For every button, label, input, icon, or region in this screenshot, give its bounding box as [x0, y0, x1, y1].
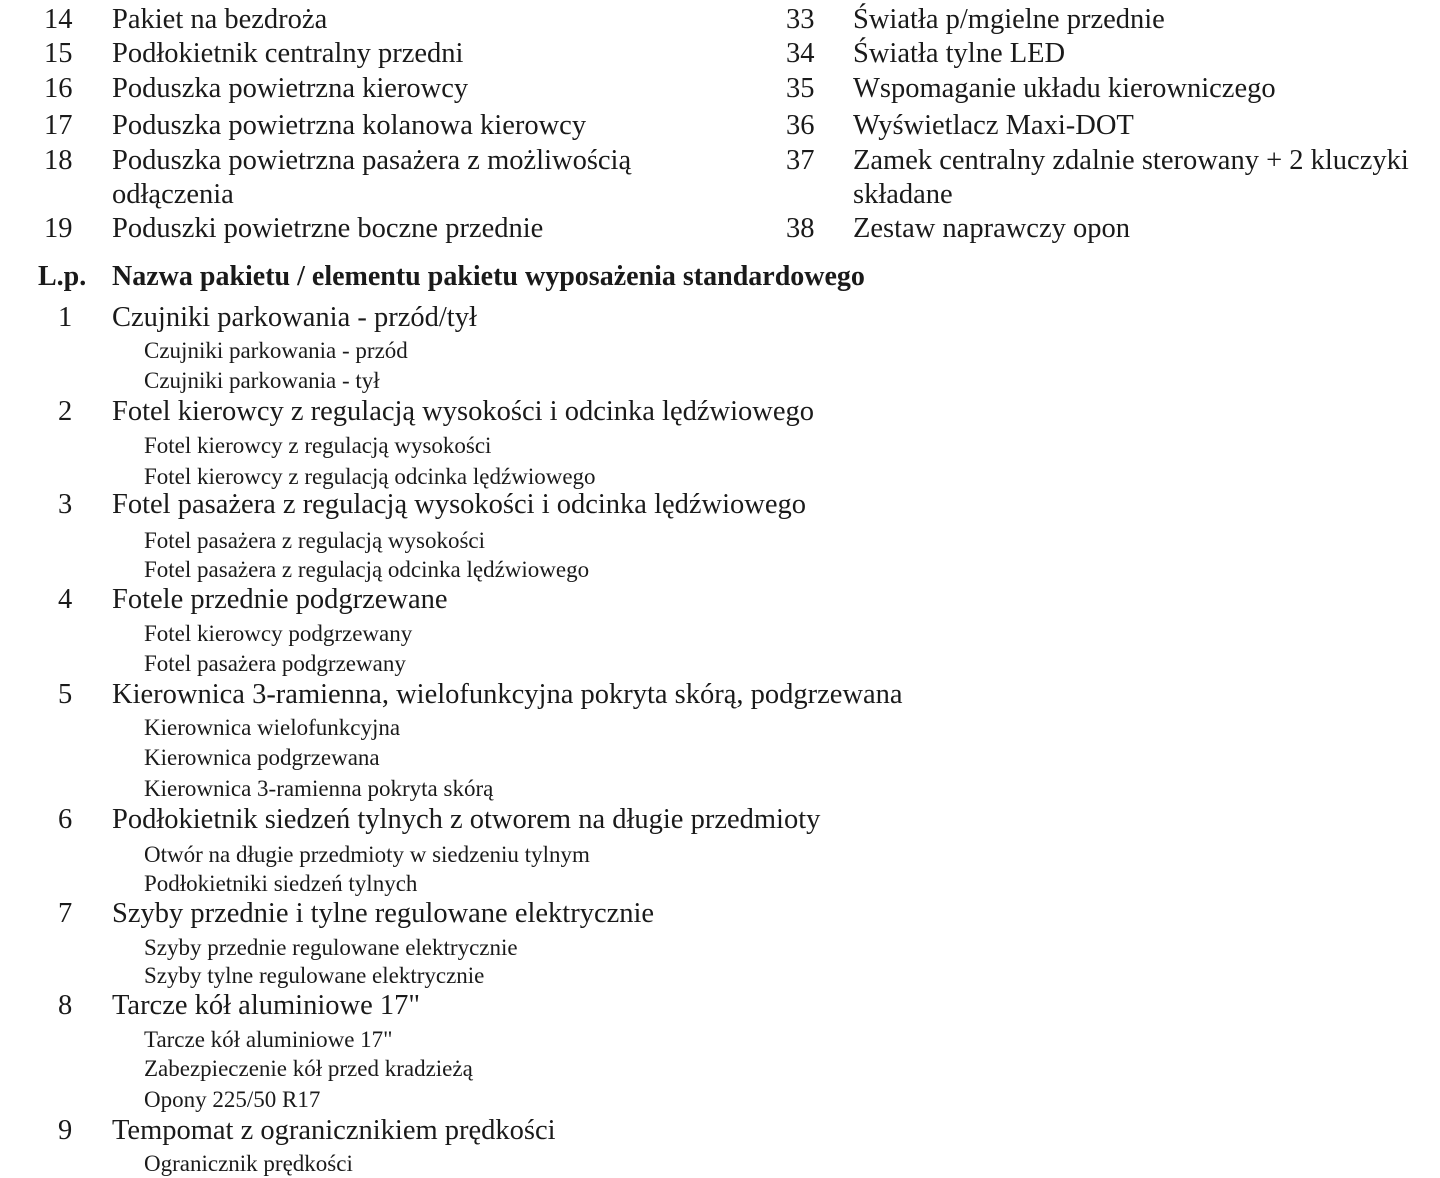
package-subitem: Fotel pasażera z regulacją wysokości — [144, 528, 486, 553]
package-subitem: Kierownica wielofunkcyjna — [144, 715, 401, 740]
package-subitem: Fotel kierowcy z regulacją wysokości — [144, 433, 492, 458]
item-text: Zamek centralny zdalnie sterowany + 2 kluczyki — [853, 145, 1409, 176]
package-subitem: Fotel kierowcy z regulacją odcinka lędźwiowego — [144, 464, 596, 489]
package-number: 2 — [58, 396, 73, 427]
item-number: 18 — [44, 145, 73, 176]
package-name: Tempomat z ogranicznikiem prędkości — [112, 1115, 556, 1146]
package-name: Czujniki parkowania - przód/tył — [112, 302, 477, 333]
package-number: 6 — [58, 804, 73, 835]
package-subitem: Czujniki parkowania - tył — [144, 368, 380, 393]
item-number: 38 — [786, 213, 815, 244]
package-name: Fotel kierowcy z regulacją wysokości i odcinka lędźwiowego — [112, 396, 814, 427]
item-text: Światła tylne LED — [853, 38, 1066, 69]
package-subitem: Fotel pasażera podgrzewany — [144, 651, 406, 676]
package-name: Podłokietnik siedzeń tylnych z otworem na długie przedmioty — [112, 804, 821, 835]
item-number: 14 — [44, 4, 73, 35]
item-text-line2: składane — [853, 179, 953, 210]
item-text: Poduszka powietrzna kolanowa kierowcy — [112, 110, 587, 141]
package-number: 5 — [58, 679, 73, 710]
package-subitem: Otwór na długie przedmioty w siedzeniu tylnym — [144, 842, 590, 867]
package-name: Fotel pasażera z regulacją wysokości i odcinka lędźwiowego — [112, 489, 807, 520]
package-subitem: Podłokietniki siedzeń tylnych — [144, 871, 418, 896]
item-text: Pakiet na bezdroża — [112, 4, 328, 35]
item-number: 35 — [786, 73, 815, 104]
package-subitem: Ogranicznik prędkości — [144, 1151, 353, 1176]
package-name: Szyby przednie i tylne regulowane elektrycznie — [112, 898, 655, 929]
package-subitem: Fotel pasażera z regulacją odcinka lędźwiowego — [144, 557, 590, 582]
package-subitem: Fotel kierowcy podgrzewany — [144, 621, 413, 646]
item-text: Poduszka powietrzna kierowcy — [112, 73, 469, 104]
item-number: 33 — [786, 4, 815, 35]
item-text-line2: odłączenia — [112, 179, 234, 210]
item-number: 37 — [786, 145, 815, 176]
package-subitem: Szyby przednie regulowane elektrycznie — [144, 935, 518, 960]
header-lp: L.p. — [38, 261, 87, 292]
package-number: 8 — [58, 990, 73, 1021]
header-title: Nazwa pakietu / elementu pakietu wyposażenia standardowego — [112, 261, 865, 292]
package-number: 7 — [58, 898, 73, 929]
package-name: Tarcze kół aluminiowe 17" — [112, 990, 420, 1021]
package-number: 1 — [58, 302, 73, 333]
package-name: Kierownica 3-ramienna, wielofunkcyjna pokryta skórą, podgrzewana — [112, 679, 903, 710]
item-number: 15 — [44, 38, 73, 69]
item-text: Światła p/mgielne przednie — [853, 4, 1165, 35]
package-subitem: Szyby tylne regulowane elektrycznie — [144, 963, 485, 988]
item-text: Wspomaganie układu kierowniczego — [853, 73, 1276, 104]
item-text: Podłokietnik centralny przedni — [112, 38, 464, 69]
package-subitem: Tarcze kół aluminiowe 17" — [144, 1027, 393, 1052]
package-subitem: Kierownica 3-ramienna pokryta skórą — [144, 776, 494, 801]
item-number: 19 — [44, 213, 73, 244]
package-number: 3 — [58, 489, 73, 520]
item-number: 36 — [786, 110, 815, 141]
package-number: 4 — [58, 584, 73, 615]
item-number: 17 — [44, 110, 73, 141]
item-text: Poduszki powietrzne boczne przednie — [112, 213, 544, 244]
package-subitem: Czujniki parkowania - przód — [144, 338, 408, 363]
package-subitem: Opony 225/50 R17 — [144, 1087, 321, 1112]
item-text: Zestaw naprawczy opon — [853, 213, 1130, 244]
item-text: Wyświetlacz Maxi-DOT — [853, 110, 1134, 141]
package-subitem: Kierownica podgrzewana — [144, 745, 380, 770]
item-text: Poduszka powietrzna pasażera z możliwością — [112, 145, 632, 176]
item-number: 34 — [786, 38, 815, 69]
package-number: 9 — [58, 1115, 73, 1146]
package-name: Fotele przednie podgrzewane — [112, 584, 448, 615]
item-number: 16 — [44, 73, 73, 104]
package-subitem: Zabezpieczenie kół przed kradzieżą — [144, 1056, 473, 1081]
